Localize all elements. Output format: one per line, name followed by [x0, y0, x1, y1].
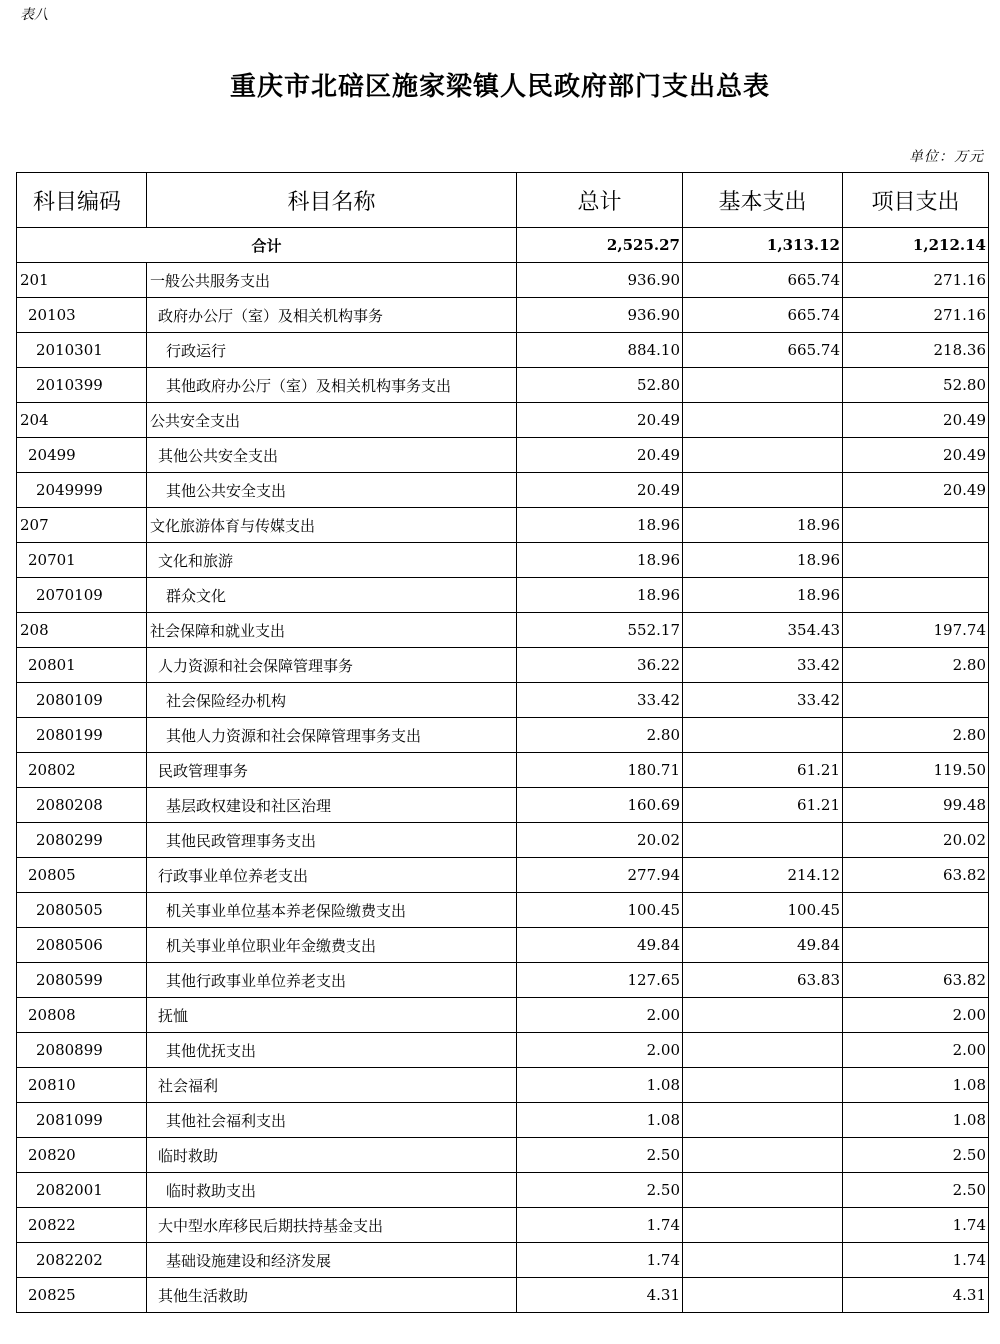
cell-basic	[683, 1033, 843, 1068]
cell-basic: 18.96	[683, 543, 843, 578]
cell-basic: 665.74	[683, 298, 843, 333]
cell-code: 2081099	[17, 1103, 147, 1138]
cell-total: 18.96	[517, 508, 683, 543]
cell-name: 临时救助	[147, 1138, 517, 1173]
table-row	[17, 543, 989, 578]
cell-total: 884.10	[517, 333, 683, 368]
cell-project	[843, 578, 989, 613]
cell-code: 2010399	[17, 368, 147, 403]
cell-basic	[683, 438, 843, 473]
table-row	[17, 263, 989, 298]
cell-total: 2.80	[517, 718, 683, 753]
table-row	[17, 893, 989, 928]
cell-project: 1.08	[843, 1068, 989, 1103]
table-row	[17, 403, 989, 438]
cell-name: 社会保险经办机构	[147, 683, 517, 718]
cell-total: 552.17	[517, 613, 683, 648]
cell-code: 20802	[17, 753, 147, 788]
table-number-label: 表八	[20, 7, 48, 23]
cell-code: 20801	[17, 648, 147, 683]
cell-name: 行政事业单位养老支出	[147, 858, 517, 893]
cell-basic: 49.84	[683, 928, 843, 963]
cell-project	[843, 928, 989, 963]
cell-code: 201	[17, 263, 147, 298]
table-row	[17, 1068, 989, 1103]
cell-total: 49.84	[517, 928, 683, 963]
cell-project: 119.50	[843, 753, 989, 788]
cell-code: 2080109	[17, 683, 147, 718]
cell-total: 160.69	[517, 788, 683, 823]
table-row	[17, 998, 989, 1033]
cell-name: 行政运行	[147, 333, 517, 368]
cell-total: 18.96	[517, 578, 683, 613]
total-sum: 2,525.27	[517, 228, 683, 263]
cell-project: 1.08	[843, 1103, 989, 1138]
cell-code: 2080208	[17, 788, 147, 823]
total-row	[17, 228, 989, 263]
cell-project: 63.82	[843, 858, 989, 893]
table-row	[17, 928, 989, 963]
cell-total: 936.90	[517, 298, 683, 333]
cell-basic: 61.21	[683, 753, 843, 788]
header-total: 总计	[517, 173, 683, 228]
cell-code: 2082001	[17, 1173, 147, 1208]
cell-code: 2080299	[17, 823, 147, 858]
cell-project: 2.50	[843, 1173, 989, 1208]
cell-code: 20808	[17, 998, 147, 1033]
cell-name: 其他公共安全支出	[147, 438, 517, 473]
cell-basic: 33.42	[683, 683, 843, 718]
cell-project: 218.36	[843, 333, 989, 368]
cell-basic	[683, 1208, 843, 1243]
cell-name: 机关事业单位职业年金缴费支出	[147, 928, 517, 963]
cell-code: 2080199	[17, 718, 147, 753]
cell-basic	[683, 1173, 843, 1208]
cell-name: 其他民政管理事务支出	[147, 823, 517, 858]
cell-total: 20.49	[517, 403, 683, 438]
total-basic: 1,313.12	[683, 228, 843, 263]
cell-project	[843, 508, 989, 543]
cell-project: 1.74	[843, 1243, 989, 1278]
cell-name: 文化旅游体育与传媒支出	[147, 508, 517, 543]
table-row	[17, 823, 989, 858]
cell-basic: 665.74	[683, 333, 843, 368]
cell-basic	[683, 823, 843, 858]
cell-project: 2.80	[843, 648, 989, 683]
cell-name: 基础设施建设和经济发展	[147, 1243, 517, 1278]
cell-project: 2.00	[843, 998, 989, 1033]
cell-project: 52.80	[843, 368, 989, 403]
cell-name: 抚恤	[147, 998, 517, 1033]
table-row	[17, 368, 989, 403]
cell-name: 机关事业单位基本养老保险缴费支出	[147, 893, 517, 928]
cell-code: 2080899	[17, 1033, 147, 1068]
table-row	[17, 648, 989, 683]
unit-label: 单位：万元	[909, 149, 984, 165]
cell-total: 36.22	[517, 648, 683, 683]
table-row	[17, 1033, 989, 1068]
table-row	[17, 578, 989, 613]
document-title: 重庆市北碚区施家梁镇人民政府部门支出总表	[229, 72, 770, 102]
cell-basic: 665.74	[683, 263, 843, 298]
cell-code: 208	[17, 613, 147, 648]
table-row	[17, 858, 989, 893]
cell-code: 20822	[17, 1208, 147, 1243]
cell-basic: 354.43	[683, 613, 843, 648]
cell-basic	[683, 1068, 843, 1103]
cell-total: 277.94	[517, 858, 683, 893]
cell-name: 群众文化	[147, 578, 517, 613]
cell-project: 197.74	[843, 613, 989, 648]
cell-code: 2080599	[17, 963, 147, 998]
cell-code: 20810	[17, 1068, 147, 1103]
table-row	[17, 1208, 989, 1243]
cell-total: 1.74	[517, 1208, 683, 1243]
header-basic: 基本支出	[683, 173, 843, 228]
cell-project: 63.82	[843, 963, 989, 998]
cell-name: 其他人力资源和社会保障管理事务支出	[147, 718, 517, 753]
cell-total: 936.90	[517, 263, 683, 298]
cell-total: 20.49	[517, 473, 683, 508]
cell-code: 207	[17, 508, 147, 543]
table-row	[17, 683, 989, 718]
cell-name: 公共安全支出	[147, 403, 517, 438]
cell-project	[843, 543, 989, 578]
table-row	[17, 438, 989, 473]
table-row	[17, 718, 989, 753]
cell-basic	[683, 1243, 843, 1278]
cell-name: 文化和旅游	[147, 543, 517, 578]
cell-project: 271.16	[843, 263, 989, 298]
table-row	[17, 1243, 989, 1278]
cell-name: 其他优抚支出	[147, 1033, 517, 1068]
header-row	[17, 173, 989, 228]
cell-basic: 214.12	[683, 858, 843, 893]
table-row	[17, 508, 989, 543]
cell-name: 政府办公厅（室）及相关机构事务	[147, 298, 517, 333]
cell-total: 52.80	[517, 368, 683, 403]
cell-total: 180.71	[517, 753, 683, 788]
cell-code: 20820	[17, 1138, 147, 1173]
cell-code: 20805	[17, 858, 147, 893]
cell-name: 临时救助支出	[147, 1173, 517, 1208]
cell-basic: 18.96	[683, 508, 843, 543]
cell-total: 33.42	[517, 683, 683, 718]
cell-total: 100.45	[517, 893, 683, 928]
cell-project	[843, 893, 989, 928]
cell-total: 2.50	[517, 1138, 683, 1173]
cell-total: 1.08	[517, 1068, 683, 1103]
table-row	[17, 613, 989, 648]
cell-code: 20103	[17, 298, 147, 333]
cell-total: 18.96	[517, 543, 683, 578]
cell-project: 20.02	[843, 823, 989, 858]
cell-code: 2010301	[17, 333, 147, 368]
cell-project: 1.74	[843, 1208, 989, 1243]
table-row	[17, 753, 989, 788]
cell-project: 99.48	[843, 788, 989, 823]
cell-total: 127.65	[517, 963, 683, 998]
header-name: 科目名称	[147, 173, 517, 228]
cell-name: 其他行政事业单位养老支出	[147, 963, 517, 998]
header-code: 科目编码	[17, 173, 147, 228]
table-row	[17, 1278, 989, 1313]
cell-total: 1.08	[517, 1103, 683, 1138]
cell-basic	[683, 998, 843, 1033]
header-project: 项目支出	[843, 173, 989, 228]
cell-code: 20499	[17, 438, 147, 473]
cell-project: 271.16	[843, 298, 989, 333]
table-row	[17, 473, 989, 508]
cell-project: 20.49	[843, 403, 989, 438]
cell-name: 其他公共安全支出	[147, 473, 517, 508]
table-row	[17, 788, 989, 823]
cell-basic: 61.21	[683, 788, 843, 823]
cell-basic: 33.42	[683, 648, 843, 683]
table-row	[17, 963, 989, 998]
cell-basic	[683, 718, 843, 753]
cell-name: 一般公共服务支出	[147, 263, 517, 298]
table-row	[17, 1103, 989, 1138]
cell-name: 社会保障和就业支出	[147, 613, 517, 648]
table-row	[17, 1173, 989, 1208]
total-project: 1,212.14	[843, 228, 989, 263]
cell-basic	[683, 368, 843, 403]
cell-project: 2.50	[843, 1138, 989, 1173]
cell-basic: 100.45	[683, 893, 843, 928]
cell-basic: 63.83	[683, 963, 843, 998]
cell-basic	[683, 1138, 843, 1173]
cell-project: 20.49	[843, 473, 989, 508]
cell-name: 大中型水库移民后期扶持基金支出	[147, 1208, 517, 1243]
cell-name: 其他生活救助	[147, 1278, 517, 1313]
expenditure-table	[16, 172, 989, 1313]
cell-project: 20.49	[843, 438, 989, 473]
cell-total: 4.31	[517, 1278, 683, 1313]
cell-name: 民政管理事务	[147, 753, 517, 788]
cell-basic	[683, 1103, 843, 1138]
cell-basic: 18.96	[683, 578, 843, 613]
cell-project: 2.00	[843, 1033, 989, 1068]
cell-name: 基层政权建设和社区治理	[147, 788, 517, 823]
table-row	[17, 298, 989, 333]
cell-code: 20701	[17, 543, 147, 578]
cell-total: 1.74	[517, 1243, 683, 1278]
cell-total: 2.50	[517, 1173, 683, 1208]
cell-code: 20825	[17, 1278, 147, 1313]
cell-total: 2.00	[517, 1033, 683, 1068]
cell-total: 20.02	[517, 823, 683, 858]
cell-code: 2082202	[17, 1243, 147, 1278]
cell-code: 204	[17, 403, 147, 438]
cell-code: 2080506	[17, 928, 147, 963]
cell-project: 2.80	[843, 718, 989, 753]
cell-basic	[683, 1278, 843, 1313]
table-row	[17, 333, 989, 368]
cell-project: 4.31	[843, 1278, 989, 1313]
cell-name: 社会福利	[147, 1068, 517, 1103]
cell-total: 2.00	[517, 998, 683, 1033]
cell-code: 2049999	[17, 473, 147, 508]
cell-code: 2070109	[17, 578, 147, 613]
cell-project	[843, 683, 989, 718]
total-label: 合计	[17, 228, 517, 263]
table-row	[17, 1138, 989, 1173]
cell-basic	[683, 403, 843, 438]
cell-name: 其他政府办公厅（室）及相关机构事务支出	[147, 368, 517, 403]
cell-code: 2080505	[17, 893, 147, 928]
cell-basic	[683, 473, 843, 508]
cell-total: 20.49	[517, 438, 683, 473]
cell-name: 其他社会福利支出	[147, 1103, 517, 1138]
cell-name: 人力资源和社会保障管理事务	[147, 648, 517, 683]
